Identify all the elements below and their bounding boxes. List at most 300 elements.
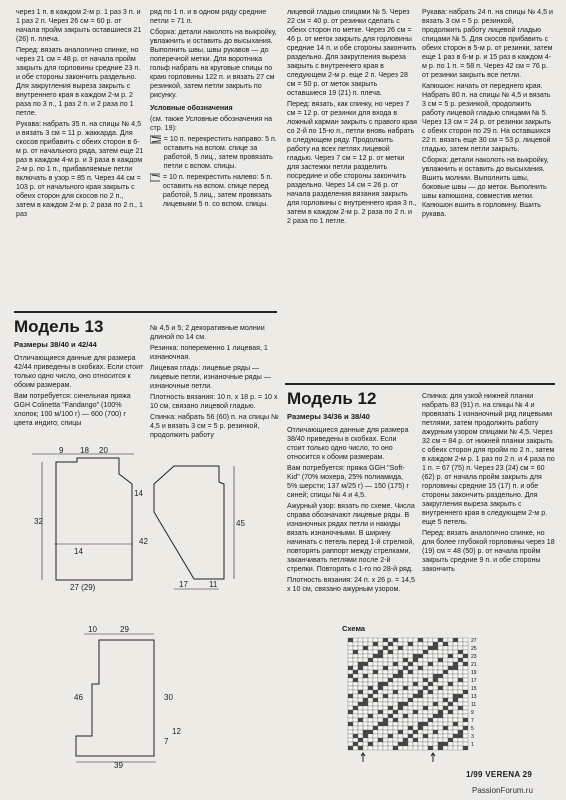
chart-cell xyxy=(448,650,453,654)
chart-cell xyxy=(393,726,398,730)
chart-cell xyxy=(418,738,423,742)
chart-cell xyxy=(438,702,443,706)
chart-cell xyxy=(383,698,388,702)
chart-cell xyxy=(393,678,398,682)
chart-cell xyxy=(438,678,443,682)
chart-cell xyxy=(463,706,468,710)
chart-cell xyxy=(368,654,373,658)
chart-cell xyxy=(353,730,358,734)
chart-cell xyxy=(463,650,468,654)
chart-cell xyxy=(423,734,428,738)
chart-cell xyxy=(423,670,428,674)
paragraph: Сборка: детали наколоть на выкройку, увлажнить и оставить до высыхания. Выполнить швы, швы рукавов — до поперечной метки. Для воротника гольф набрать на круговые спицы по краю горловины 122 п. и вязать 27 см резинкой, затем петли закрыть по рисунку. xyxy=(150,28,277,99)
chart-cell xyxy=(353,718,358,722)
chart-cell xyxy=(458,738,463,742)
chart-cell xyxy=(348,730,353,734)
chart-cell xyxy=(433,718,438,722)
chart-cell xyxy=(368,642,373,646)
chart-cell xyxy=(403,718,408,722)
chart-cell xyxy=(388,678,393,682)
chart-cell xyxy=(458,682,463,686)
chart-cell xyxy=(453,686,458,690)
chart-cell xyxy=(408,646,413,650)
paragraph: Вам потребуется: пряжа GGH "Soft-Kid" (70% мохера, 25% полиамида, 5% шерсти; 137 м/25 г) — 150 (175) г синей; спицы № 4 и 4,5. xyxy=(287,464,409,499)
chart-cell xyxy=(403,706,408,710)
back-piece-outline xyxy=(56,458,132,580)
chart-cell xyxy=(378,674,383,678)
chart-cell xyxy=(463,662,468,666)
chart-cell xyxy=(413,642,418,646)
chart-cell xyxy=(448,654,453,658)
chart-cell xyxy=(458,662,463,666)
paragraph: Перед: вязать аналогично спинке, но через 21 см = 48 р. от начала пройм закрыть для горловины средние 23 п. и обе стороны закончить раздельно. Для закругления выреза закрыть с внутреннего края в каждом 2-м р. 2 раза по 3 п., 1 раз 2 п. и 2 раза по 1 петле. xyxy=(16,46,141,117)
dimension-label: 30 xyxy=(164,693,173,702)
chart-cell xyxy=(418,714,423,718)
chart-cell xyxy=(363,642,368,646)
chart-cell xyxy=(463,642,468,646)
chart-cell xyxy=(393,666,398,670)
dimension-label: 27 (29) xyxy=(70,583,96,592)
chart-cell xyxy=(358,742,363,746)
chart-cell xyxy=(363,654,368,658)
chart-cell xyxy=(363,698,368,702)
chart-cell xyxy=(438,638,443,642)
chart-cell xyxy=(383,638,388,642)
chart-cell xyxy=(363,666,368,670)
chart-cell xyxy=(378,694,383,698)
chart-cell xyxy=(393,650,398,654)
chart-cell xyxy=(398,714,403,718)
chart-cell xyxy=(423,646,428,650)
chart-cell xyxy=(358,746,363,750)
paragraph: Плотность вязания: 24 п. x 26 р. = 14,5 x 10 см, связано ажурным узором. xyxy=(287,576,415,593)
chart-cell xyxy=(408,690,413,694)
chart-cell xyxy=(418,730,423,734)
chart-cell xyxy=(398,706,403,710)
sleeve-outline xyxy=(154,466,224,579)
chart-cell xyxy=(408,654,413,658)
chart-cell xyxy=(398,638,403,642)
chart-cell xyxy=(398,662,403,666)
chart-cell xyxy=(388,658,393,662)
chart-cell xyxy=(378,662,383,666)
chart-cell xyxy=(373,654,378,658)
chart-cell xyxy=(418,654,423,658)
chart-cell xyxy=(438,718,443,722)
chart-cell xyxy=(453,726,458,730)
chart-cell xyxy=(348,698,353,702)
chart-cell xyxy=(378,686,383,690)
chart-cell xyxy=(433,654,438,658)
chart-cell xyxy=(428,734,433,738)
chart-cell xyxy=(363,686,368,690)
chart-cell xyxy=(418,726,423,730)
chart-cell xyxy=(428,654,433,658)
chart-cell xyxy=(358,726,363,730)
chart-cell xyxy=(408,722,413,726)
chart-cell xyxy=(383,642,388,646)
chart-cell xyxy=(398,650,403,654)
chart-cell xyxy=(358,678,363,682)
chart-cell xyxy=(428,718,433,722)
chart-cell xyxy=(403,654,408,658)
chart-cell xyxy=(443,694,448,698)
chart-cell xyxy=(428,746,433,750)
chart-cell xyxy=(438,726,443,730)
chart-cell xyxy=(418,722,423,726)
chart-cell xyxy=(393,722,398,726)
chart-cell xyxy=(348,718,353,722)
chart-cell xyxy=(458,746,463,750)
chart-cell xyxy=(448,686,453,690)
chart-cell xyxy=(458,670,463,674)
chart-cell xyxy=(443,654,448,658)
chart-cell xyxy=(393,646,398,650)
chart-cell xyxy=(383,650,388,654)
chart-cell xyxy=(423,710,428,714)
chart-cell xyxy=(403,650,408,654)
chart-cell xyxy=(383,666,388,670)
chart-cell xyxy=(378,714,383,718)
chart-cell xyxy=(363,638,368,642)
chart-cell xyxy=(363,690,368,694)
chart-cell xyxy=(463,710,468,714)
chart-cell xyxy=(458,702,463,706)
chart-cell xyxy=(408,678,413,682)
chart-cell xyxy=(458,674,463,678)
chart-cell xyxy=(458,714,463,718)
chart-cell xyxy=(368,690,373,694)
chart-cell xyxy=(368,638,373,642)
chart-cell xyxy=(438,738,443,742)
chart-cell xyxy=(418,638,423,642)
chart-cell xyxy=(443,642,448,646)
chart-cell xyxy=(433,694,438,698)
paragraph: Плотность вязания: 10 п. x 18 р. = 10 x 10 см, связано лицевой гладью. xyxy=(150,393,278,410)
chart-cell xyxy=(428,686,433,690)
chart-cell xyxy=(398,734,403,738)
paragraph: Рукава: набрать 35 п. на спицы № 4,5 и вязать 3 см = 11 р. жаккарда. Для скосов прибавить с обеих сторон в 6-м р. от начального ряда, затем еще 21 раз в каждом 4-м р. и 3 раза в каждом 2-м р. по 1 п., прибавляемые петли включать в узор = 85 п. Через 44 см = 103 р. от начального края закрыть с обеих сторон для скосов по 2 п., затем в каждом 2-м р. 2 раза по 2 п., 1 раз xyxy=(16,120,144,218)
row-number: 5 xyxy=(471,726,474,732)
chart-cell xyxy=(438,650,443,654)
chart-cell xyxy=(373,742,378,746)
model-12-sizes: Размеры 34/36 и 38/40 xyxy=(287,412,370,421)
chart-cell xyxy=(428,702,433,706)
chart-cell xyxy=(413,706,418,710)
chart-cell xyxy=(443,658,448,662)
chart-cell xyxy=(413,738,418,742)
chart-cell xyxy=(463,742,468,746)
dimension-label: 17 xyxy=(179,580,188,589)
chart-cell xyxy=(428,698,433,702)
row-number: 7 xyxy=(471,718,474,724)
paragraph: ряд по 1 п. и в одном ряду средние петли = 71 п. xyxy=(150,8,267,25)
chart-cell xyxy=(363,702,368,706)
dimension-label: 7 xyxy=(164,737,169,746)
chart-cell xyxy=(358,702,363,706)
chart-cell xyxy=(383,710,388,714)
chart-cell xyxy=(378,718,383,722)
chart-cell xyxy=(348,726,353,730)
section-rule xyxy=(14,311,277,313)
chart-cell xyxy=(463,638,468,642)
chart-cell xyxy=(403,722,408,726)
chart-cell xyxy=(383,690,388,694)
chart-cell xyxy=(433,706,438,710)
chart-cell xyxy=(403,690,408,694)
section-rule xyxy=(285,383,555,385)
chart-cell xyxy=(453,746,458,750)
chart-cell xyxy=(398,678,403,682)
chart-cell xyxy=(433,650,438,654)
chart-cell xyxy=(408,718,413,722)
chart-cell xyxy=(388,710,393,714)
chart-cell xyxy=(378,670,383,674)
chart-cell xyxy=(373,734,378,738)
chart-cell xyxy=(388,690,393,694)
chart-cell xyxy=(368,698,373,702)
chart-cell xyxy=(418,710,423,714)
chart-cell xyxy=(388,694,393,698)
chart-cell xyxy=(383,670,388,674)
chart-cell xyxy=(438,746,443,750)
row-number: 27 xyxy=(471,638,477,644)
chart-cell xyxy=(438,690,443,694)
paragraph: Перед: вязать, как спинку, но через 7 см = 12 р. от резинки для входа в ложный карман закрыть с правого края со 2-й по 15-ю п., петли вновь набрать в следующем ряду. Продолжить работу на всех петлях лицевой гладью. Через 7 см = 12 р. от метки для застежки петли разделить посредине и обе стороны закончить раздельно. Через 14 см = 26 р. от начала разделения вязания закрыть для горловины с внутреннего края 3 п., затем в каждом 2-м р. 2 раза по 2 п. и 2 раза по 1 петле. xyxy=(287,100,417,225)
chart-cell xyxy=(353,734,358,738)
watermark: PassionForum.ru xyxy=(472,786,533,795)
chart-cell xyxy=(438,734,443,738)
chart-cell xyxy=(388,742,393,746)
chart-cell xyxy=(408,726,413,730)
chart-cell xyxy=(413,678,418,682)
chart-cell xyxy=(403,714,408,718)
chart-cell xyxy=(348,738,353,742)
chart-cell xyxy=(368,746,373,750)
paragraph: Резинка: попеременно 1 лицевая, 1 изнаночная. xyxy=(150,344,268,361)
cable-right-symbol xyxy=(150,135,161,144)
chart-cell xyxy=(373,726,378,730)
chart-cell xyxy=(408,710,413,714)
chart-cell xyxy=(463,678,468,682)
chart-cell xyxy=(368,682,373,686)
chart-cell xyxy=(413,694,418,698)
chart-cell xyxy=(458,706,463,710)
chart-cell xyxy=(433,646,438,650)
chart-cell xyxy=(393,706,398,710)
chart-cell xyxy=(453,670,458,674)
chart-cell xyxy=(398,746,403,750)
dimension-label: 11 xyxy=(209,580,218,589)
chart-cell xyxy=(383,678,388,682)
chart-cell xyxy=(368,726,373,730)
chart-cell xyxy=(388,682,393,686)
chart-cell xyxy=(348,722,353,726)
chart-cell xyxy=(353,686,358,690)
chart-cell xyxy=(453,734,458,738)
chart-cell xyxy=(368,742,373,746)
chart-cell xyxy=(433,742,438,746)
chart-cell xyxy=(433,682,438,686)
chart-cell xyxy=(418,674,423,678)
chart-cell xyxy=(358,718,363,722)
chart-cell xyxy=(438,670,443,674)
chart-cell xyxy=(388,638,393,642)
dimension-label: 14 xyxy=(134,489,143,498)
chart-cell xyxy=(463,738,468,742)
chart-cell xyxy=(378,654,383,658)
chart-cell xyxy=(418,682,423,686)
chart-cell xyxy=(458,658,463,662)
chart-cell xyxy=(463,674,468,678)
chart-cell xyxy=(463,666,468,670)
chart-cell xyxy=(438,686,443,690)
chart-cell xyxy=(413,646,418,650)
legend-row-left xyxy=(150,173,282,209)
chart-cell xyxy=(408,670,413,674)
chart-cell xyxy=(398,738,403,742)
chart-cell xyxy=(383,722,388,726)
chart-cell xyxy=(443,722,448,726)
chart-cell xyxy=(418,690,423,694)
chart-cell xyxy=(448,662,453,666)
chart-cell xyxy=(398,742,403,746)
chart-cell xyxy=(398,698,403,702)
chart-cell xyxy=(428,650,433,654)
chart-cell xyxy=(363,734,368,738)
chart-cell xyxy=(403,710,408,714)
chart-cell xyxy=(443,706,448,710)
chart-cell xyxy=(368,710,373,714)
chart-cell xyxy=(443,726,448,730)
chart-cell xyxy=(413,662,418,666)
chart-cell xyxy=(398,722,403,726)
chart-cell xyxy=(413,650,418,654)
chart-cell xyxy=(363,706,368,710)
chart-cell xyxy=(383,682,388,686)
chart-cell xyxy=(358,674,363,678)
chart-cell xyxy=(443,738,448,742)
chart-title: Схема xyxy=(342,624,366,633)
chart-cell xyxy=(463,702,468,706)
chart-cell xyxy=(433,730,438,734)
chart-cell xyxy=(443,666,448,670)
chart-cell xyxy=(423,690,428,694)
chart-cell xyxy=(358,650,363,654)
chart-cell xyxy=(393,702,398,706)
chart-cell xyxy=(398,718,403,722)
chart-cell xyxy=(398,702,403,706)
chart-cell xyxy=(348,650,353,654)
chart-cell xyxy=(433,710,438,714)
chart-cell xyxy=(353,642,358,646)
chart-cell xyxy=(403,698,408,702)
chart-cell xyxy=(418,706,423,710)
chart-cell xyxy=(418,646,423,650)
chart-cell xyxy=(458,722,463,726)
chart-cell xyxy=(358,638,363,642)
chart-cell xyxy=(378,710,383,714)
chart-cell xyxy=(423,718,428,722)
chart-cell xyxy=(453,710,458,714)
chart-cell xyxy=(418,666,423,670)
chart-cell xyxy=(438,666,443,670)
chart-cell xyxy=(393,746,398,750)
chart-cell xyxy=(353,666,358,670)
text-column-1 xyxy=(16,8,144,221)
chart-cell xyxy=(443,686,448,690)
dimension-label: 39 xyxy=(114,761,123,769)
chart-cell xyxy=(423,682,428,686)
chart-cell xyxy=(413,734,418,738)
chart-cell xyxy=(373,738,378,742)
chart-cell xyxy=(438,674,443,678)
chart-cell xyxy=(428,714,433,718)
chart-cell xyxy=(448,690,453,694)
chart-cell xyxy=(463,746,468,750)
chart-cell xyxy=(418,678,423,682)
chart-cell xyxy=(433,726,438,730)
chart-cell xyxy=(458,642,463,646)
chart-cell xyxy=(378,642,383,646)
chart-cell xyxy=(393,686,398,690)
chart-cell xyxy=(368,678,373,682)
chart-cell xyxy=(443,678,448,682)
chart-cell xyxy=(398,682,403,686)
chart-cell xyxy=(383,702,388,706)
chart-cell xyxy=(408,746,413,750)
chart-cell xyxy=(458,742,463,746)
chart-cell xyxy=(368,666,373,670)
chart-cell xyxy=(458,734,463,738)
chart-cell xyxy=(348,682,353,686)
chart-cell xyxy=(393,638,398,642)
chart-cell xyxy=(413,686,418,690)
chart-cell xyxy=(448,726,453,730)
chart-cell xyxy=(443,690,448,694)
chart-cell xyxy=(418,686,423,690)
chart-cell xyxy=(413,718,418,722)
chart-cell xyxy=(378,646,383,650)
chart-cell xyxy=(363,726,368,730)
dimension-label: 46 xyxy=(74,693,83,702)
chart-cell xyxy=(398,642,403,646)
chart-cell xyxy=(408,658,413,662)
chart-cell xyxy=(423,742,428,746)
chart-cell xyxy=(458,730,463,734)
chart-cell xyxy=(413,722,418,726)
chart-cell xyxy=(373,686,378,690)
chart-cell xyxy=(353,678,358,682)
chart-cell xyxy=(348,746,353,750)
chart-cell xyxy=(398,658,403,662)
row-number: 21 xyxy=(471,662,477,668)
chart-cell xyxy=(403,702,408,706)
chart-cell xyxy=(443,682,448,686)
chart-cell xyxy=(423,654,428,658)
dimension-label: 29 xyxy=(120,625,129,634)
row-number: 3 xyxy=(471,734,474,740)
chart-cell xyxy=(423,638,428,642)
chart-cell xyxy=(433,638,438,642)
chart-cell xyxy=(408,702,413,706)
chart-cell xyxy=(428,646,433,650)
paragraph: Отличающиеся данные для размера 42/44 приведены в скобках. Если стоит только одно число, оно относится к обоим размерам. xyxy=(14,354,144,389)
row-number: 19 xyxy=(471,670,477,676)
chart-cell xyxy=(363,678,368,682)
chart-cell xyxy=(413,698,418,702)
chart-cell xyxy=(353,650,358,654)
